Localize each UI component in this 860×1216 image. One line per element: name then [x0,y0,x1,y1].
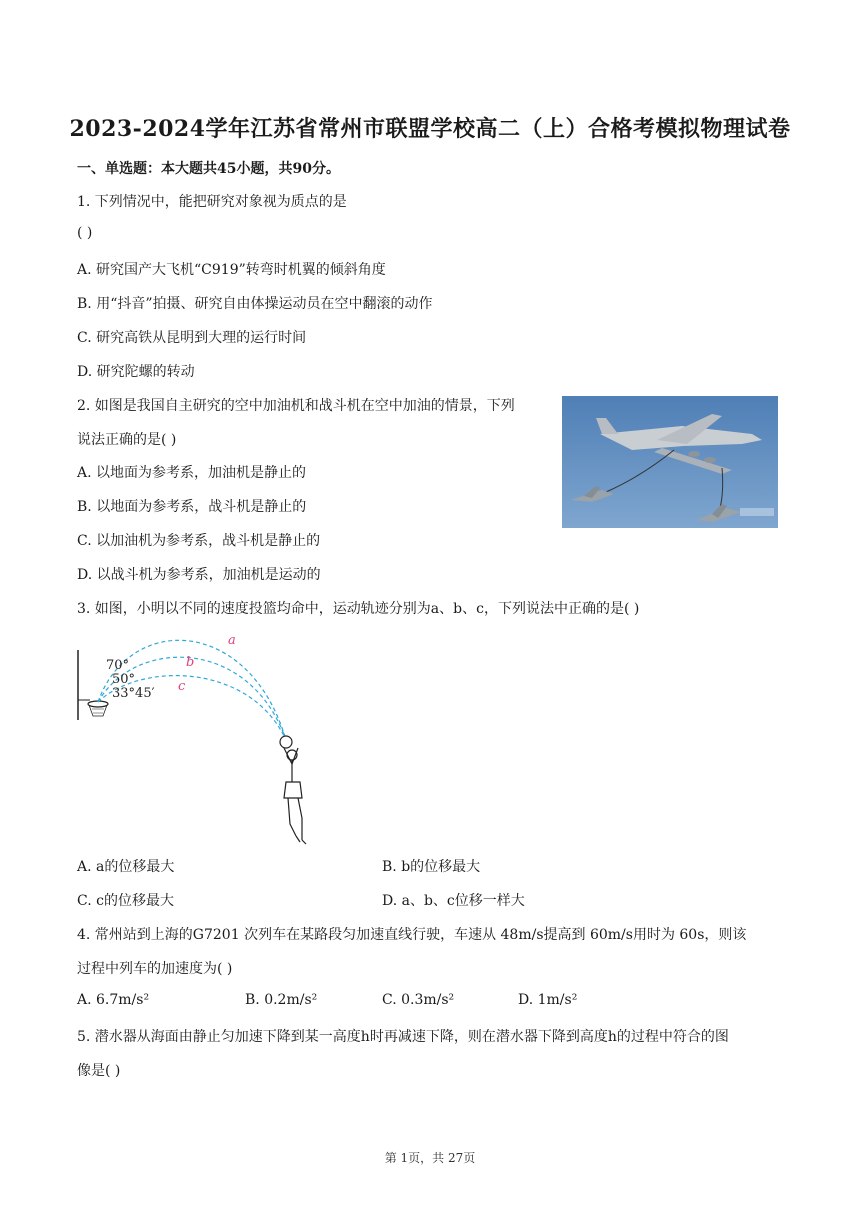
q4-option-d: D. 1m/s² [518,992,578,1008]
q4-stem-line1: 4. 常州站到上海的G7201 次列车在某路段匀加速直线行驶，车速从 48m/s提高到 60m/s用时为 60s，则该 [77,927,747,943]
q2-option-a: A. 以地面为参考系，加油机是静止的 [77,465,307,481]
q1-option-c: C. 研究高铁从昆明到大理的运行时间 [77,330,307,346]
q2-stem-line2: 说法正确的是( ) [77,432,177,448]
q1-option-b: B. 用“抖音”拍摄、研究自由体操运动员在空中翻滚的动作 [77,296,433,312]
q3-option-d: D. a、b、c位移一样大 [382,893,525,909]
q2-option-b: B. 以地面为参考系，战斗机是静止的 [77,499,307,515]
q4-option-c: C. 0.3m/s² [382,992,455,1008]
q2-stem-line1: 2. 如图是我国自主研究的空中加油机和战斗机在空中加油的情景，下列 [77,398,515,414]
refueling-aircraft-photo [562,396,778,528]
trajectory-c-label: c [178,679,186,694]
q1-stem: 1. 下列情况中，能把研究对象视为质点的是 [77,194,347,210]
q5-stem-line2: 像是( ) [77,1063,121,1079]
page-footer: 第 1页，共 27页 [384,1151,476,1165]
trajectory-b-label: b [186,655,195,670]
q4-option-a: A. 6.7m/s² [77,992,150,1008]
basketball-trajectory-diagram [70,622,350,852]
q3-option-b: B. b的位移最大 [382,859,481,875]
q3-option-c: C. c的位移最大 [77,893,174,909]
basketball-player-figure [280,736,306,844]
page-title: 2023-2024学年江苏省常州市联盟学校高二（上）合格考模拟物理试卷 [69,116,791,142]
trajectory-a-label: a [228,633,236,648]
q4-option-b: B. 0.2m/s² [245,992,318,1008]
q5-stem-line1: 5. 潜水器从海面由静止匀加速下降到某一高度h时再减速下降，则在潜水器下降到高度h的过程中符合的图 [77,1029,729,1045]
section-heading: 一、单选题：本大题共45小题，共90分。 [77,161,340,177]
q1-answer-paren: ( ) [77,225,93,241]
q2-option-c: C. 以加油机为参考系，战斗机是静止的 [77,533,321,549]
q1-option-d: D. 研究陀螺的转动 [77,364,195,380]
angle-50-label: 50° [112,672,136,687]
angle-70-label: 70° [106,658,130,673]
q1-option-a: A. 研究国产大飞机“C919”转弯时机翼的倾斜角度 [77,262,386,278]
q4-stem-line2: 过程中列车的加速度为( ) [77,961,233,977]
q3-stem: 3. 如图，小明以不同的速度投篮均命中，运动轨迹分别为a、b、c，下列说法中正确的是( ) [77,601,640,617]
q3-option-a: A. a的位移最大 [77,859,175,875]
angle-33-label: 33°45′ [112,686,155,701]
q2-option-d: D. 以战斗机为参考系，加油机是运动的 [77,567,321,583]
